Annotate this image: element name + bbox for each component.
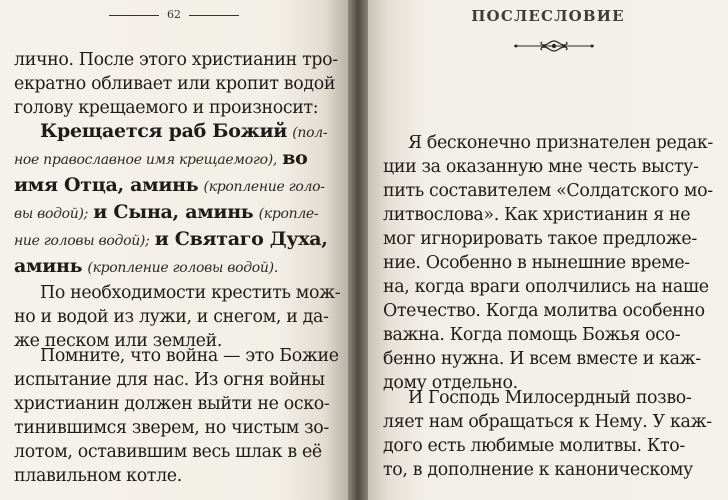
- text-line: [14, 173, 328, 200]
- text-line: И Господь Милосердный позво-: [408, 388, 692, 408]
- formula-italic: (кропление голо-: [203, 179, 325, 195]
- text-line: то, в дополнение к каноническому: [383, 460, 693, 480]
- text-line: бенно нужна. И всем вместе и каж-: [383, 349, 701, 369]
- formula-bold: и Святаго Духа,: [154, 228, 328, 250]
- right-paragraph-2: [383, 386, 712, 482]
- text-line: [14, 146, 328, 173]
- text-line: ции за оказанную мне честь высту-: [383, 157, 699, 177]
- left-paragraph-4: [14, 344, 339, 488]
- text-line: лично. После этого христианин тро-: [14, 50, 338, 70]
- formula-italic: вы водой);: [14, 206, 89, 222]
- formula-bold: Крещается раб Божий: [40, 120, 288, 142]
- text-line: дому отдельно.: [383, 373, 518, 393]
- formula-italic: ние головы водой);: [14, 233, 150, 249]
- formula-bold: имя Отца, аминь: [14, 174, 199, 196]
- right-paragraph-1: [383, 131, 713, 395]
- text-line: лотом, оставившим весь шлак в её: [14, 442, 322, 462]
- text-line: [14, 200, 328, 227]
- text-line: ляет нам обращаться к Нему. У каж-: [383, 412, 712, 432]
- header-rule-right: [189, 15, 239, 16]
- text-line: литвослова». Как христианин я не: [383, 205, 691, 225]
- formula-italic: (кропле-: [258, 206, 319, 222]
- formula-italic: (пол-: [292, 125, 328, 141]
- text-line: голову крещаемого и произносит:: [14, 98, 319, 118]
- formula-bold: и Сына, аминь: [93, 201, 254, 223]
- chapter-heading: ПОСЛЕСЛОВИЕ: [471, 7, 625, 25]
- formula-italic: (кропление головы водой).: [87, 260, 278, 276]
- formula-italic: ное православное имя крещаемого),: [14, 152, 278, 168]
- text-line: Помните, что война — это Божие: [40, 346, 339, 366]
- left-paragraph-1: [14, 48, 338, 120]
- text-line: тинившимся зверем, но чистым зо-: [14, 418, 329, 438]
- text-line: ние. Особенно в нынешние време-: [383, 253, 690, 273]
- text-line: плавильном котле.: [14, 466, 182, 486]
- left-page: [0, 0, 348, 500]
- text-line: пить составителем «Солдатского мо-: [383, 181, 713, 201]
- text-line: на, когда враги ополчились на наше: [383, 277, 709, 297]
- formula-bold: аминь: [14, 255, 83, 277]
- text-line: христианин должен выйти не оско-: [14, 394, 330, 414]
- page-number: 62: [167, 8, 181, 21]
- ornament-divider-icon: [510, 39, 598, 53]
- baptism-formula: [14, 119, 328, 281]
- book-gutter: [348, 0, 368, 500]
- left-paragraph-3: [14, 281, 340, 353]
- text-line: мог игнорировать такое предложе-: [383, 229, 697, 249]
- text-line: но и водой из лужи, и снегом, и да-: [14, 307, 329, 327]
- text-line: По необходимости крестить мож-: [40, 283, 341, 303]
- header-rule-left: [109, 15, 159, 16]
- text-line: Я бесконечно признателен редак-: [408, 133, 713, 153]
- text-line: же песком или землей.: [14, 331, 223, 351]
- text-line: важна. Когда помощь Божья осо-: [383, 325, 681, 345]
- text-line: [14, 254, 328, 281]
- formula-bold: во: [282, 147, 308, 169]
- text-line: екратно обливает или кропит водой: [14, 74, 336, 94]
- right-page: [368, 0, 728, 500]
- text-line: [40, 119, 328, 146]
- text-line: дого есть любимые молитвы. Кто-: [383, 436, 685, 456]
- text-line: Отечество. Когда молитва особенно: [383, 301, 705, 321]
- page-header: [0, 8, 348, 21]
- text-line: испытание для нас. Из огня войны: [14, 370, 325, 390]
- text-line: [14, 227, 328, 254]
